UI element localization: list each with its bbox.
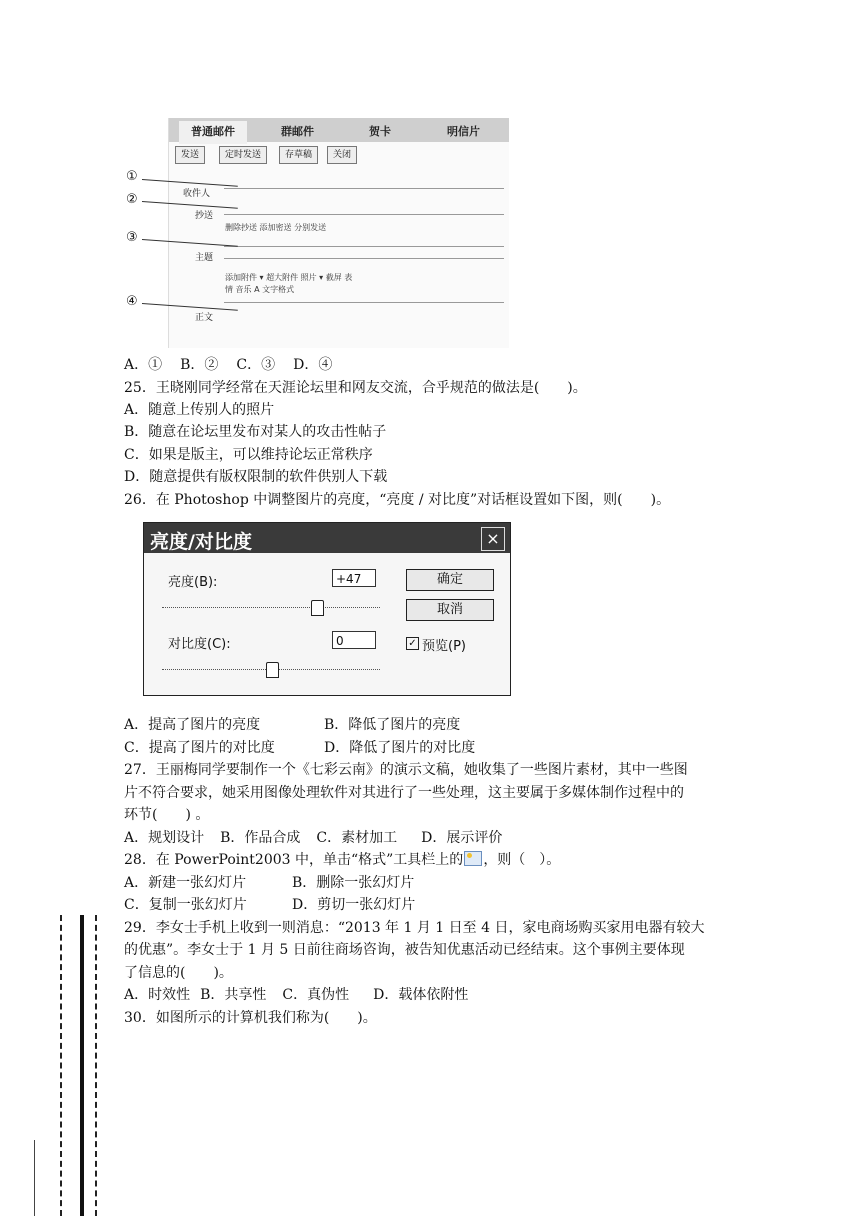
scheduled-send-button: 定时发送: [219, 146, 267, 164]
ok-button: 确定: [406, 569, 494, 591]
brightness-slider-track: [162, 607, 380, 608]
tab-postcard: 明信片: [447, 125, 480, 138]
binding-solid-line: [80, 915, 84, 1216]
close-icon: ×: [481, 527, 505, 551]
callout-3: ③: [126, 230, 138, 245]
cc-actions: 删除抄送 添加密送 分别发送: [225, 223, 327, 232]
brightness-slider-thumb: [311, 600, 324, 616]
to-label: 收件人: [183, 189, 211, 199]
q26-options-row2: [124, 738, 475, 758]
q29-stem-line3: 了信息的( )。: [124, 965, 233, 981]
attach-toolbar-row2: 情 音乐 A 文字格式: [225, 285, 295, 294]
preview-label: 预览(P): [422, 639, 466, 654]
q26-option-a: A．提高了图片的亮度: [124, 717, 261, 733]
q27-stem-line1: 27．王丽梅同学要制作一个《七彩云南》的演示文稿，她收集了一些图片素材，其中一些图: [124, 762, 688, 778]
body-field-line: [224, 302, 504, 303]
to-field-line: [224, 188, 504, 189]
q27-stem-line3: 环节( ) 。: [124, 807, 210, 823]
subject-label: 主题: [195, 253, 214, 263]
q27-option-c: C．素材加工: [316, 830, 398, 846]
email-tab-bar: [169, 118, 509, 142]
q28-option-a: A．新建一张幻灯片: [124, 875, 247, 891]
q29-option-c: C．真伪性: [282, 987, 350, 1003]
q26-option-b: B．降低了图片的亮度: [324, 717, 461, 733]
q27-stem-line2: 片不符合要求，她采用图像处理软件对其进行了一些处理，这主要属于多媒体制作过程中的: [124, 785, 684, 801]
q27-option-a: A．规划设计: [124, 830, 205, 846]
q30-stem: 30．如图所示的计算机我们称为( )。: [124, 1010, 377, 1026]
q24-options: [124, 355, 332, 375]
q29-option-b: B．共享性: [200, 987, 267, 1003]
q28-option-b: B．删除一张幻灯片: [292, 875, 415, 891]
callout-2: ②: [126, 192, 138, 207]
callout-4: ④: [126, 294, 138, 309]
close-button: 关闭: [327, 146, 357, 164]
contrast-label: 对比度(C):: [168, 637, 231, 652]
subject-field-line: [224, 246, 504, 247]
dialog-title-bar: [144, 523, 510, 553]
cc-label: 抄送: [195, 211, 214, 221]
q26-options-row1: [124, 715, 460, 735]
brightness-contrast-dialog: [143, 522, 511, 696]
tab-normal-mail: 普通邮件: [179, 121, 247, 144]
q28-stem: [124, 850, 560, 870]
cc-field-line: [224, 214, 504, 215]
q28-option-d: D．剪切一张幻灯片: [292, 897, 416, 913]
brightness-input: +47: [332, 569, 376, 587]
callout-1: ①: [126, 169, 138, 184]
q28-options-row2: [124, 895, 415, 915]
binding-dashed-line-right: [95, 915, 97, 1216]
q29-options: [124, 985, 468, 1005]
contrast-input: 0: [332, 631, 376, 649]
q24-option-b: B．②: [180, 357, 219, 373]
cancel-button: 取消: [406, 599, 494, 621]
new-slide-icon: [464, 851, 482, 866]
q28-option-c: C．复制一张幻灯片: [124, 897, 247, 913]
tab-greeting-card: 贺卡: [369, 125, 391, 138]
q28-options-row1: [124, 873, 414, 893]
preview-checkbox: ✓: [406, 637, 419, 650]
save-draft-button: 存草稿: [279, 146, 318, 164]
q27-option-d: D．展示评价: [421, 830, 503, 846]
q29-option-d: D．载体依附性: [373, 987, 469, 1003]
q25-option-d: D．随意提供有版权限制的软件供别人下载: [124, 469, 388, 485]
q24-option-d: D．④: [293, 357, 333, 373]
q27-option-b: B．作品合成: [220, 830, 301, 846]
q29-option-a: A．时效性: [124, 987, 191, 1003]
binding-dashed-line-left: [60, 915, 62, 1216]
margin-thin-line: [34, 1140, 35, 1216]
q25-option-b: B．随意在论坛里发布对某人的攻击性帖子: [124, 424, 387, 440]
q24-option-c: C．③: [236, 357, 276, 373]
brightness-label: 亮度(B):: [168, 575, 218, 590]
send-button: 发送: [175, 146, 205, 164]
q24-option-a: A．①: [124, 357, 163, 373]
q25-option-a: A．随意上传别人的照片: [124, 402, 275, 418]
subject-field-bottom: [224, 258, 504, 259]
q26-option-d: D．降低了图片的对比度: [324, 740, 476, 756]
q29-stem-line1: 29．李女士手机上收到一则消息：“2013 年 1 月 1 日至 4 日，家电商场购买家用电器有较大: [124, 920, 705, 936]
q28-stem-after: ，则（ ）。: [483, 852, 561, 868]
attach-toolbar-row1: 添加附件 ▾ 超大附件 照片 ▾ 截屏 表: [225, 273, 353, 282]
q26-option-c: C．提高了图片的对比度: [124, 740, 275, 756]
q28-stem-before: 28．在 PowerPoint2003 中，单击“格式”工具栏上的: [124, 852, 464, 868]
q27-options: [124, 828, 502, 848]
email-composer-figure: [168, 118, 509, 348]
q25-stem: 25．王晓刚同学经常在天涯论坛里和网友交流，合乎规范的做法是( )。: [124, 380, 587, 396]
q25-option-c: C．如果是版主，可以维持论坛正常秩序: [124, 447, 373, 463]
q29-stem-line2: 的优惠”。李女士于 1 月 5 日前往商场咨询，被告知优惠活动已经结束。这个事例主要体现: [124, 942, 685, 958]
contrast-slider-thumb: [266, 662, 279, 678]
q26-stem: 26．在 Photoshop 中调整图片的亮度，“亮度 / 对比度”对话框设置如下图，则( )。: [124, 492, 671, 508]
tab-group-mail: 群邮件: [281, 125, 314, 138]
dialog-title: 亮度/对比度: [150, 531, 252, 553]
body-label: 正文: [195, 313, 214, 323]
